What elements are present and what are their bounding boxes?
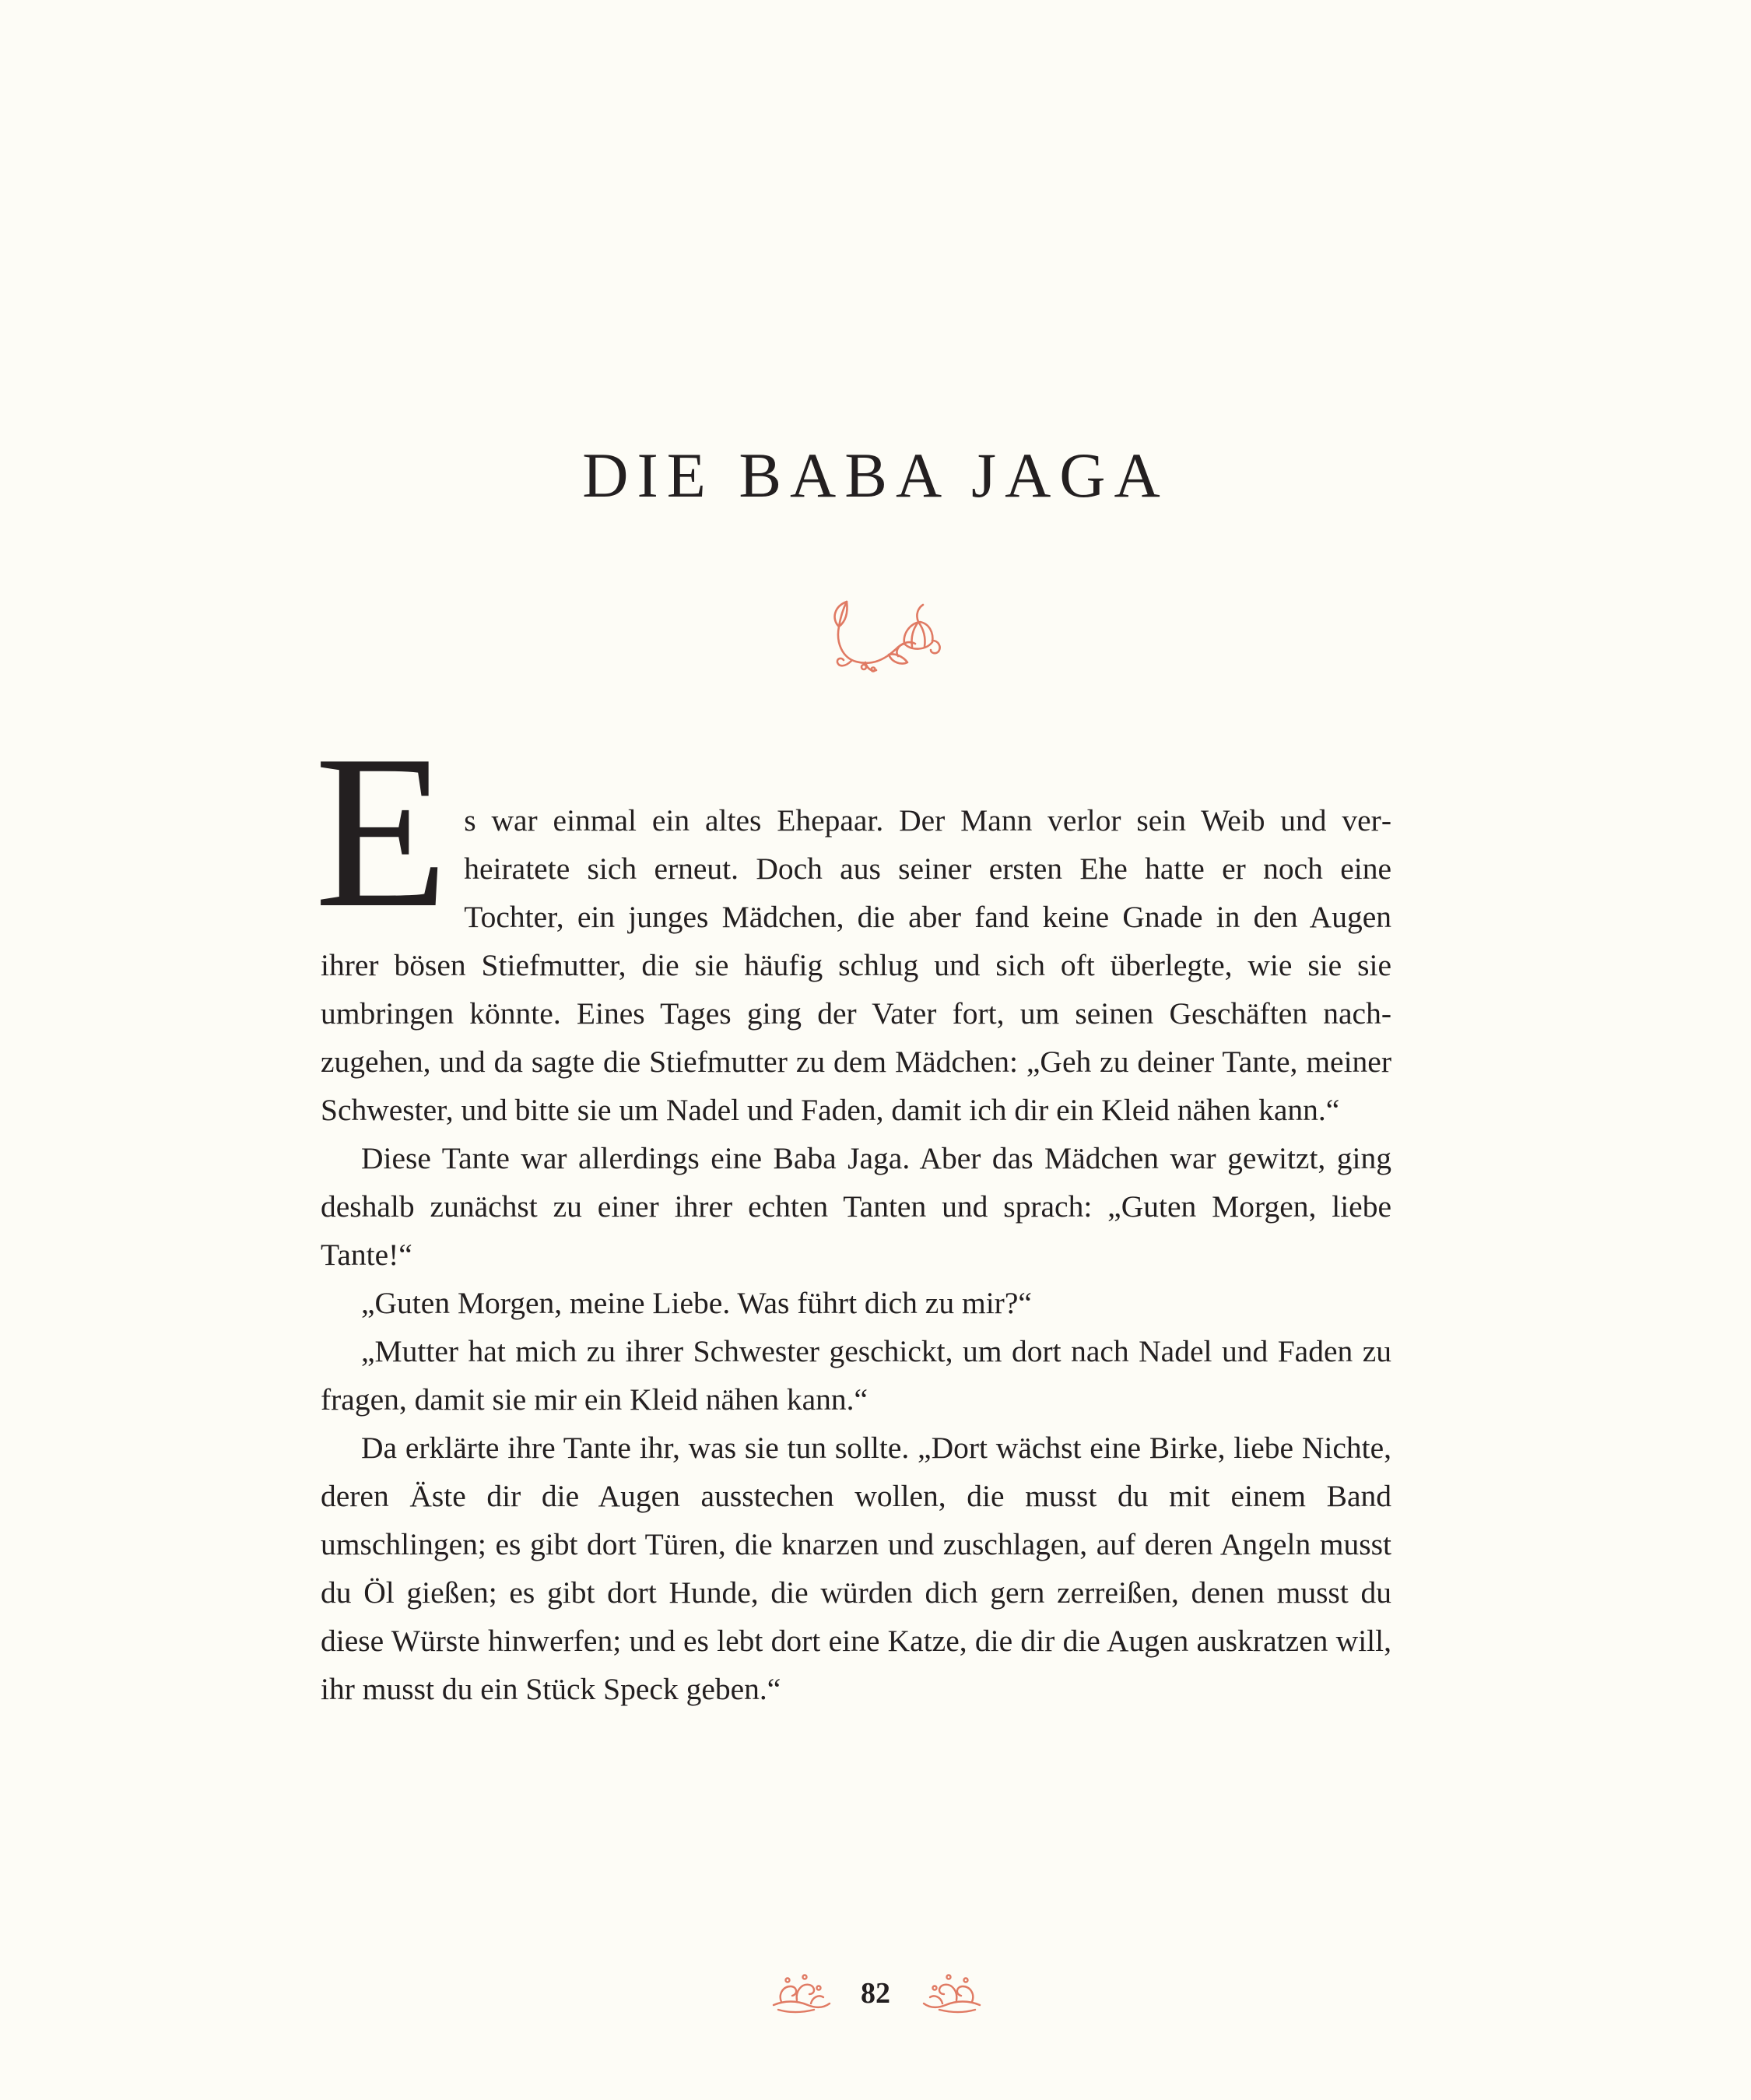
page-footer [0,1969,1751,2024]
page-number: 82 [861,1977,890,2010]
story-text [314,710,1391,1713]
chapter-title: DIE BABA JAGA [582,440,1169,511]
floral-flourish-icon [770,1969,833,2016]
floral-flourish-icon [921,1969,983,2016]
paragraph: Da erklärte ihre Tante ihr, was sie tun sollte. „Dort wächst eine Birke, liebe Nichte, deren Äste dir die Augen ausstechen wollen, die musst du mit einem Band umschlingen; es gibt dort Türen, die knarzen und zuschlagen, auf deren Angeln musst du Öl gießen; es gibt dort Hunde, die würden dich gern zerreißen, denen musst du diese Würste hinwerfen; und es lebt dort eine Katze, die dir die Augen auskratzen will, ihr musst du ein Stück Speck geben.“ [321,1431,1391,1706]
paragraph-first [314,710,1391,1134]
drop-cap: E [314,710,449,953]
paragraph: Diese Tante war allerdings eine Baba Jaga. Aber das Mädchen war gewitzt, ging deshalb zunächst zu einer ihrer echten Tanten und sprach: „Guten Morgen, liebe Tante!“ [321,1141,1391,1272]
floral-vine-icon [817,595,946,681]
paragraph: „Guten Morgen, meine Liebe. Was führt dich zu mir?“ [361,1286,1032,1320]
paragraph: „Mutter hat mich zu ihrer Schwester geschickt, um dort nach Nadel und Faden zu fragen, damit sie mir ein Kleid nähen kann.“ [321,1334,1391,1417]
paragraph-first-text: s war einmal ein altes Ehepaar. Der Mann verlor sein Weib und verheiratete sich erneut. Doch aus seiner ersten Ehe hatte er noch eine Tochter, ein junges Mädchen, die aber fand keine Gnade in den Augen ihrer bösen Stiefmutter, die sie häufig schlug und sich oft überlegte, wie sie sie umbringen könnte. Eines Tages ging der Vater fort, um seinen Geschäften nachzugehen, und da sagte die Stiefmutter zu dem Mädchen: „Geh zu deiner Tante, meiner Schwester, und bitte sie um Nadel und Faden, damit ich dir ein Kleid nähen kann.“ [321,803,1391,1127]
